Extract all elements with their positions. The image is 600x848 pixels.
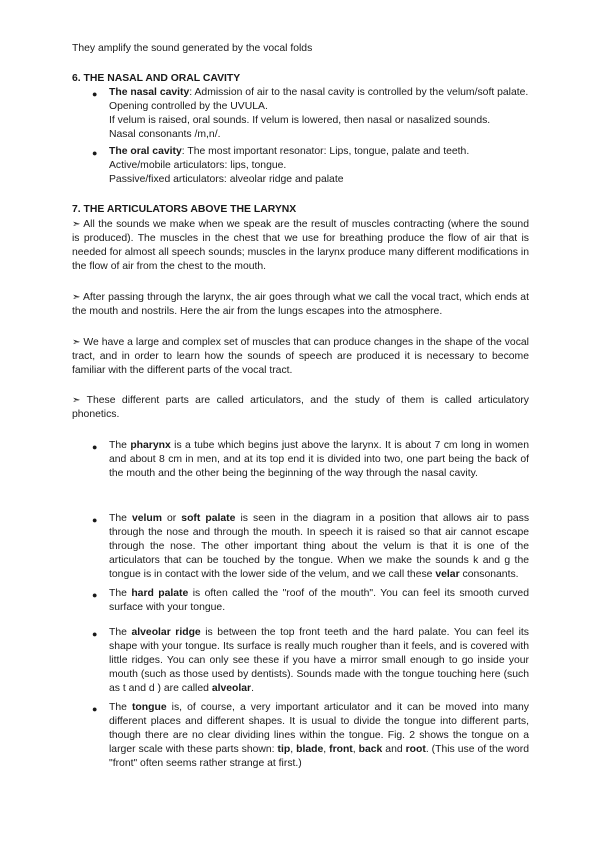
bullet-dot: ● [92,590,98,600]
paragraph-4: ➣ These different parts are called articulators, and the study of them is called articulatory phonetics. [72,395,529,420]
paragraph-1: ➣ All the sounds we make when we speak are the result of muscles contracting (where the sound is produced). The muscles in the chest that we use for breathing produce the flow of air that is needed for almost all speech sounds; muscles in the larynx produce many different modifications in the flow of air from the chest to the mouth. [72,219,529,272]
oral-line-2: Active/mobile articulators: lips, tongue. [109,160,287,171]
section-7-heading: 7. THE ARTICULATORS ABOVE THE LARYNX [72,204,297,215]
velar-term: velar [435,569,460,580]
alveolar-term: alveolar [211,683,252,694]
pharynx-item: The pharynx is a tube which begins just above the larynx. It is about 7 cm long in women and about 8 cm in men, and at its top end it is divided into two, one part being the back of the mouth and the other being the beginning of the way through the nasal cavity. [109,440,529,479]
nasal-cavity-item [109,86,569,142]
nasal-cavity-term: The nasal cavity [109,87,190,98]
section-6-heading: 6. THE NASAL AND ORAL CAVITY [72,73,241,84]
pharynx-term: pharynx [130,440,171,451]
nasal-line-2: Opening controlled by the UVULA. [109,101,268,112]
velum-term: velum [131,513,162,524]
arrow-icon: ➣ [72,219,81,230]
hard-palate-item: The hard palate is often called the "roof of the mouth". You can feel its smooth curved surface with your tongue. [109,588,529,613]
nasal-line-3: If velum is raised, oral sounds. If velum is lowered, then nasal or nasalized sounds. [109,115,491,126]
bullet-dot: ● [92,89,98,99]
bullet-dot: ● [92,442,98,452]
paragraph-3: ➣ We have a large and complex set of muscles that can produce changes in the shape of the vocal tract, and in order to learn how the sounds of speech are produced it is necessary to become familiar with the different parts of the vocal tract. [72,337,529,376]
oral-line-1: : The most important resonator: Lips, tongue, palate and teeth. [181,146,470,157]
arrow-icon: ➣ [72,337,81,348]
arrow-icon: ➣ [72,292,81,303]
tongue-item: The tongue is, of course, a very important articulator and it can be moved into many different places and different shapes. It is usual to divide the tongue into different parts, though there are no clear dividing lines within the tongue. Fig. 2 shows the tongue on a larger scale with these parts shown: tip, blade, front, back and root. (This use of the word "front" often seems rather strange at first.) [109,702,530,769]
velum-item: The velum or soft palate is seen in the diagram in a position that allows air to pass through the nose and through the mouth. In speech it is raised so that air cannot escape through the nose. The other important thing about the velum is that it is one of the articulators that can be touched by the tongue. When we make the sounds k and g the tongue is in contact with the lower side of the velum, and we call these velar consonants. [109,513,530,580]
bullet-dot: ● [92,148,98,158]
intro-line: They amplify the sound generated by the vocal folds [72,43,313,54]
tongue-term: tongue [131,702,167,713]
nasal-line-1: : Admission of air to the nasal cavity is controlled by the velum/soft palate. [189,87,529,98]
bullet-dot: ● [92,704,98,714]
bullet-dot: ● [92,515,98,525]
oral-cavity-item [109,145,569,187]
paragraph-2: ➣ After passing through the larynx, the air goes through what we call the vocal tract, which ends at the mouth and nostrils. Here the air from the lungs escapes into the atmosphere. [72,292,529,317]
alveolar-ridge-term: alveolar ridge [131,627,201,638]
oral-line-3: Passive/fixed articulators: alveolar ridge and palate [109,174,344,185]
root-term: root [405,744,426,755]
hard-palate-term: hard palate [131,588,189,599]
bullet-dot: ● [92,629,98,639]
soft-palate-term: soft palate [181,513,236,524]
back-term: back [358,744,383,755]
alveolar-ridge-item: The alveolar ridge is between the top front teeth and the hard palate. You can feel its shape with your tongue. Its surface is really much rougher than it feels, and is covered with little ridges. You can only see these if you have a mirror small enough to go inside your mouth (such as those used by dentists). Sounds made with the tongue touching here (such as t and d ) are called alveolar. [109,627,529,694]
tip-term: tip [277,744,291,755]
front-term: front [329,744,353,755]
blade-term: blade [296,744,324,755]
arrow-icon: ➣ [72,395,81,406]
nasal-line-4: Nasal consonants /m,n/. [109,129,221,140]
oral-cavity-term: The oral cavity [109,146,182,157]
